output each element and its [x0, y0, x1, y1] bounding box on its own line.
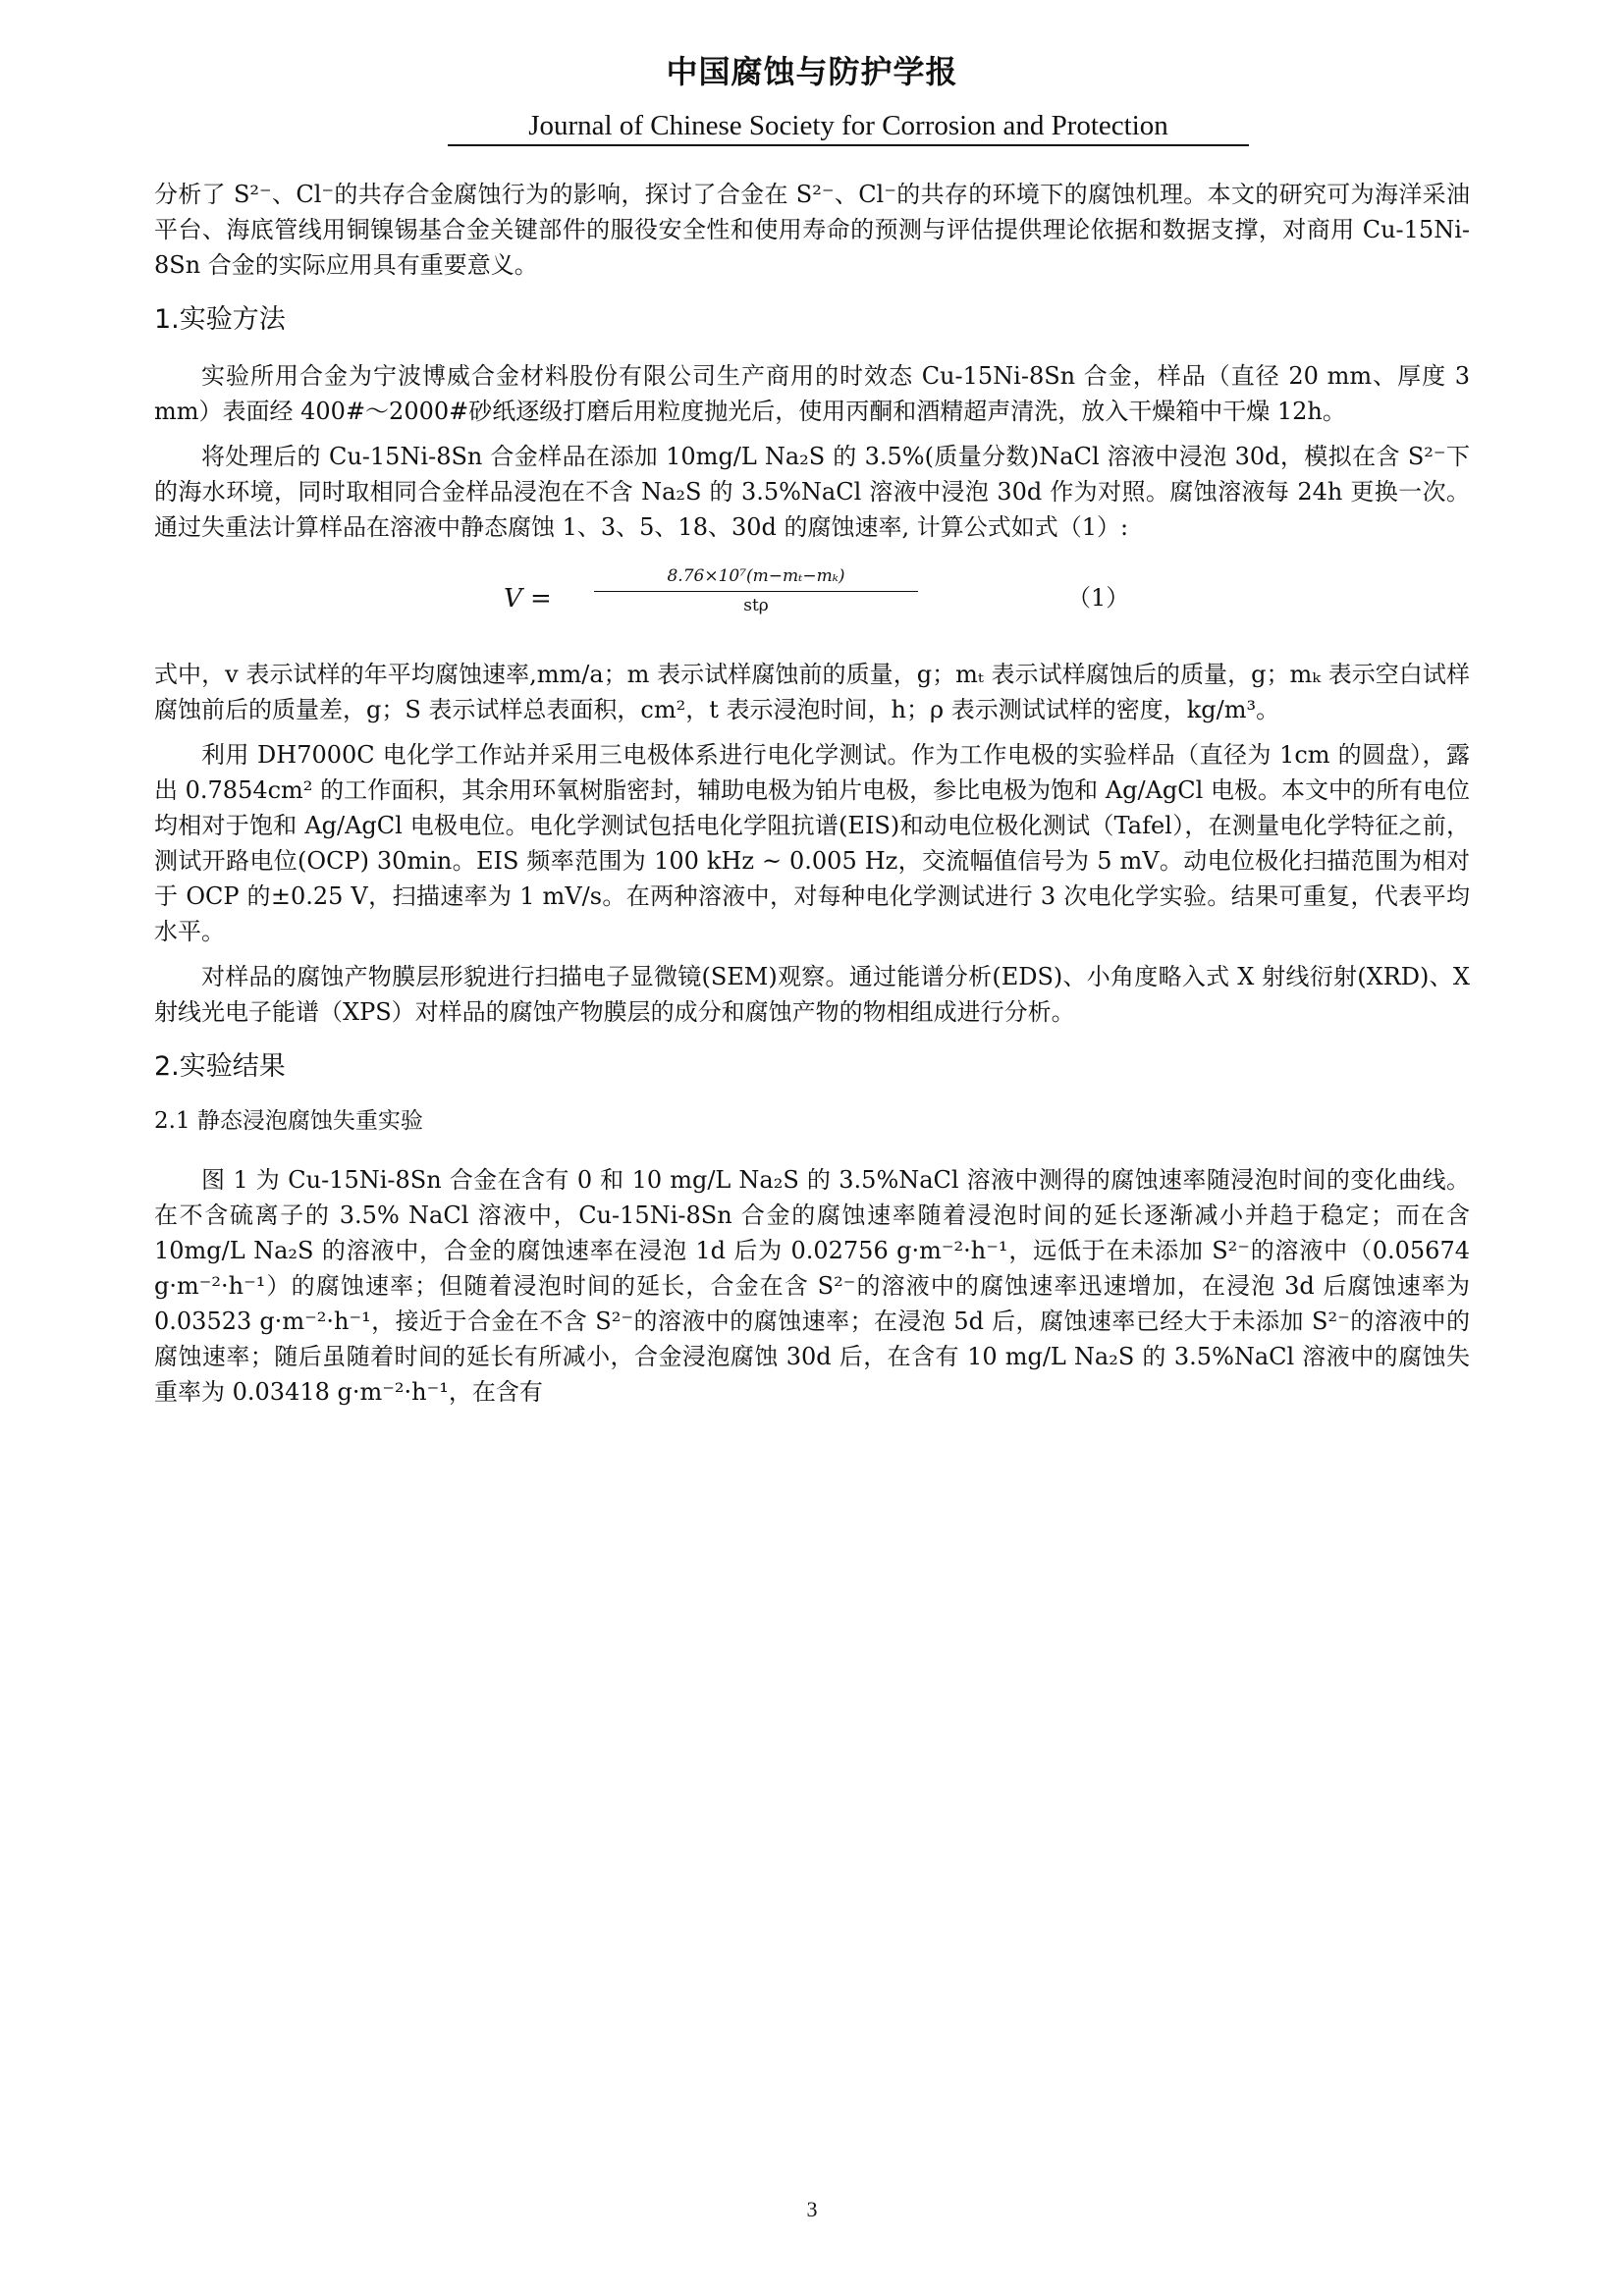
equation-denominator: stρ	[743, 596, 769, 615]
paragraph-characterization: 对样品的腐蚀产物膜层形貌进行扫描电子显微镜(SEM)观察。通过能谱分析(EDS)、小角度略入式 X 射线衍射(XRD)、X 射线光电子能谱（XPS）对样品的腐蚀产物膜层的成分和腐蚀产物的物相组成进行分析。	[154, 962, 1470, 1026]
section-title-methods: 1.实验方法	[154, 304, 286, 335]
equation-numerator: 8.76×10⁷(m−mₜ−mₖ)	[667, 565, 845, 586]
corrosion-rate-equation	[154, 557, 1470, 647]
subsection-title-weight-loss: 2.1 静态浸泡腐蚀失重实验	[154, 1108, 423, 1134]
equation-lhs: V =	[504, 583, 552, 614]
equation-fraction	[594, 564, 918, 619]
body-text	[154, 177, 1470, 1419]
journal-title-cn: 中国腐蚀与防护学报	[666, 53, 958, 90]
paragraph-variables: 式中，v 表示试样的年平均腐蚀速率,mm/a；m 表示试样腐蚀前的质量，g；mₜ 表示试样腐蚀后的质量，g；mₖ 表示空白试样腐蚀前后的质量差，g；S 表示试样总表面积，cm²，t 表示浸泡时间，h；ρ 表示测试试样的密度，kg/m³。	[154, 660, 1470, 723]
paragraph-sample-prep: 实验所用合金为宁波博威合金材料股份有限公司生产商用的时效态 Cu-15Ni-8Sn 合金，样品（直径 20 mm、厚度 3 mm）表面经 400#～2000#砂纸逐级打磨后用粒度抛光后，使用丙酮和酒精超声清洗，放入干燥箱中干燥 12h。	[154, 361, 1470, 425]
paragraph-immersion: 将处理后的 Cu-15Ni-8Sn 合金样品在添加 10mg/L Na₂S 的 3.5%(质量分数)NaCl 溶液中浸泡 30d，模拟在含 S²⁻下的海水环境，同时取相同合金样品浸泡在不含 Na₂S 的 3.5%NaCl 溶液中浸泡 30d 作为对照。腐蚀溶液每 24h 更换一次。通过失重法计算样品在溶液中静态腐蚀 1、3、5、18、30d 的腐蚀速率, 计算公式如式（1）:	[154, 442, 1470, 541]
header-underline	[448, 144, 1249, 146]
equation-number: （1）	[1067, 583, 1130, 612]
intro-paragraph: 分析了 S²⁻、Cl⁻的共存合金腐蚀行为的影响，探讨了合金在 S²⁻、Cl⁻的共存的环境下的腐蚀机理。本文的研究可为海洋采油平台、海底管线用铜镍锡基合金关键部件的服役安全性和使用寿命的预测与评估提供理论依据和数据支撑，对商用 Cu-15Ni-8Sn 合金的实际应用具有重要意义。	[154, 181, 1470, 279]
paragraph-electrochem: 利用 DH7000C 电化学工作站并采用三电极体系进行电化学测试。作为工作电极的实验样品（直径为 1cm 的圆盘），露出 0.7854cm² 的工作面积，其余用环氧树脂密封，辅助电极为铂片电极，参比电极为饱和 Ag/AgCl 电极。本文中的所有电位均相对于饱和 Ag/AgCl 电极电位。电化学测试包括电化学阻抗谱(EIS)和动电位极化测试（Tafel），在测量电化学特征之前，测试开路电位(OCP) 30min。EIS 频率范围为 100 kHz ~ 0.005 Hz，交流幅值信号为 5 mV。动电位极化扫描范围为相对于 OCP 的±0.25 V，扫描速率为 1 mV/s。在两种溶液中，对每种电化学测试进行 3 次电化学实验。结果可重复，代表平均水平。	[154, 740, 1470, 945]
page-number: 3	[806, 2197, 818, 2221]
section-title-results: 2.实验结果	[154, 1050, 286, 1082]
paragraph-results: 图 1 为 Cu-15Ni-8Sn 合金在含有 0 和 10 mg/L Na₂S 的 3.5%NaCl 溶液中测得的腐蚀速率随浸泡时间的变化曲线。在不含硫离子的 3.5% NaCl 溶液中，Cu-15Ni-8Sn 合金的腐蚀速率随着浸泡时间的延长逐渐减小并趋于稳定；而在含 10mg/L Na₂S 的溶液中，合金的腐蚀速率在浸泡 1d 后为 0.02756 g·m⁻²·h⁻¹，远低于在未添加 S²⁻的溶液中（0.05674 g·m⁻²·h⁻¹）的腐蚀速率；但随着浸泡时间的延长，合金在含 S²⁻的溶液中的腐蚀速率迅速增加，在浸泡 3d 后腐蚀速率为 0.03523 g·m⁻²·h⁻¹，接近于合金在不含 S²⁻的溶液中的腐蚀速率；在浸泡 5d 后，腐蚀速率已经大于未添加 S²⁻的溶液中的腐蚀速率；随后虽随着时间的延长有所减小，合金浸泡腐蚀 30d 后，在含有 10 mg/L Na₂S 的 3.5%NaCl 溶液中的腐蚀失重率为 0.03418 g·m⁻²·h⁻¹，在含有	[154, 1165, 1470, 1406]
journal-title-en: Journal of Chinese Society for Corrosion and Protection	[528, 110, 1168, 141]
